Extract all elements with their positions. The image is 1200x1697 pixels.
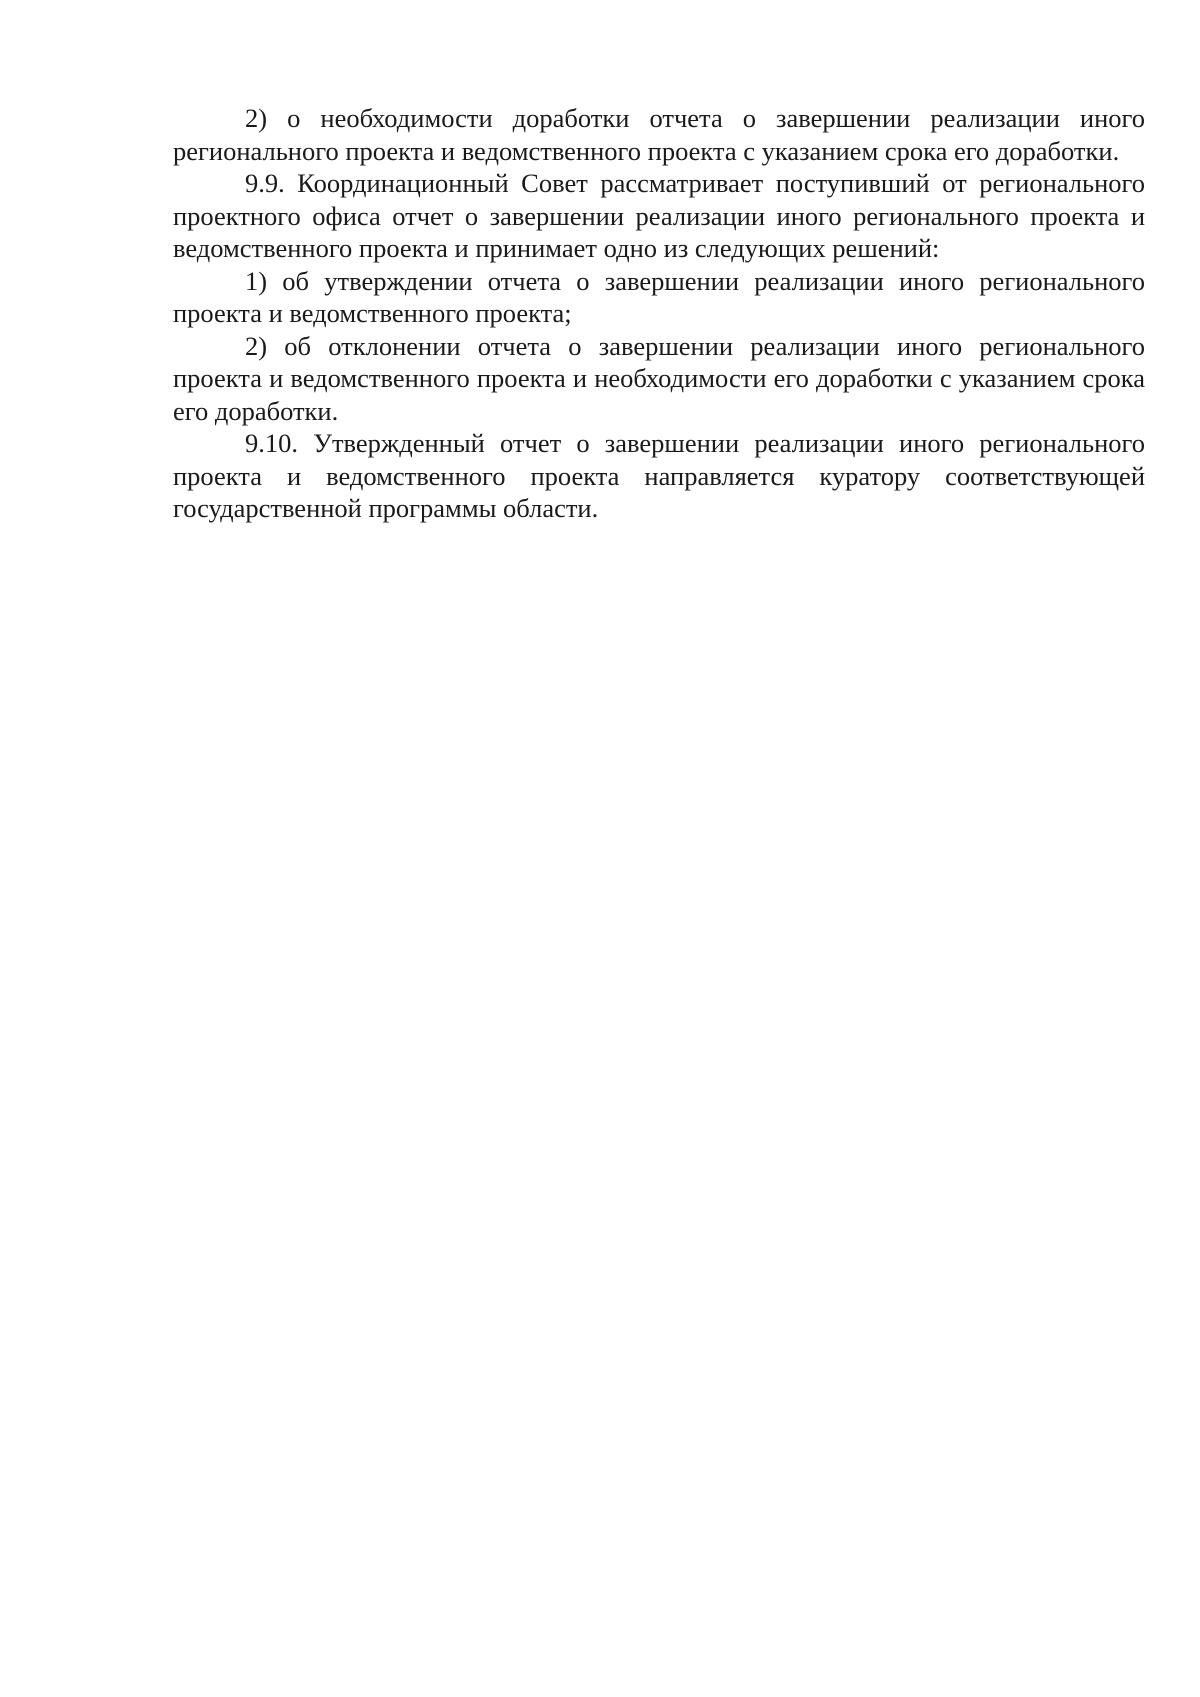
document-body — [173, 102, 1145, 525]
paragraph-decision-2-reject: 2) об отклонении отчета о завершении реализации иного регионального проекта и ведомственного проекта и необходимости его доработки с указанием срока его доработки. — [173, 330, 1145, 426]
paragraph-9-10: 9.10. Утвержденный отчет о завершении реализации иного регионального проекта и ведомственного проекта направляется куратору соответствующей государственной программы области. — [173, 428, 1145, 523]
paragraph-9-9: 9.9. Координационный Совет рассматривает поступивший от регионального проектного офиса отчет о завершении реализации иного регионального проекта и ведомственного проекта и принимает одно из следующих решений: — [173, 168, 1145, 263]
paragraph-decision-1-approve: 1) об утверждении отчета о завершении реализации иного регионального проекта и ведомственного проекта; — [173, 265, 1145, 328]
paragraph-item-2-rework: 2) о необходимости доработки отчета о завершении реализации иного регионального проекта и ведомственного проекта с указанием срока его доработки. — [173, 103, 1145, 166]
